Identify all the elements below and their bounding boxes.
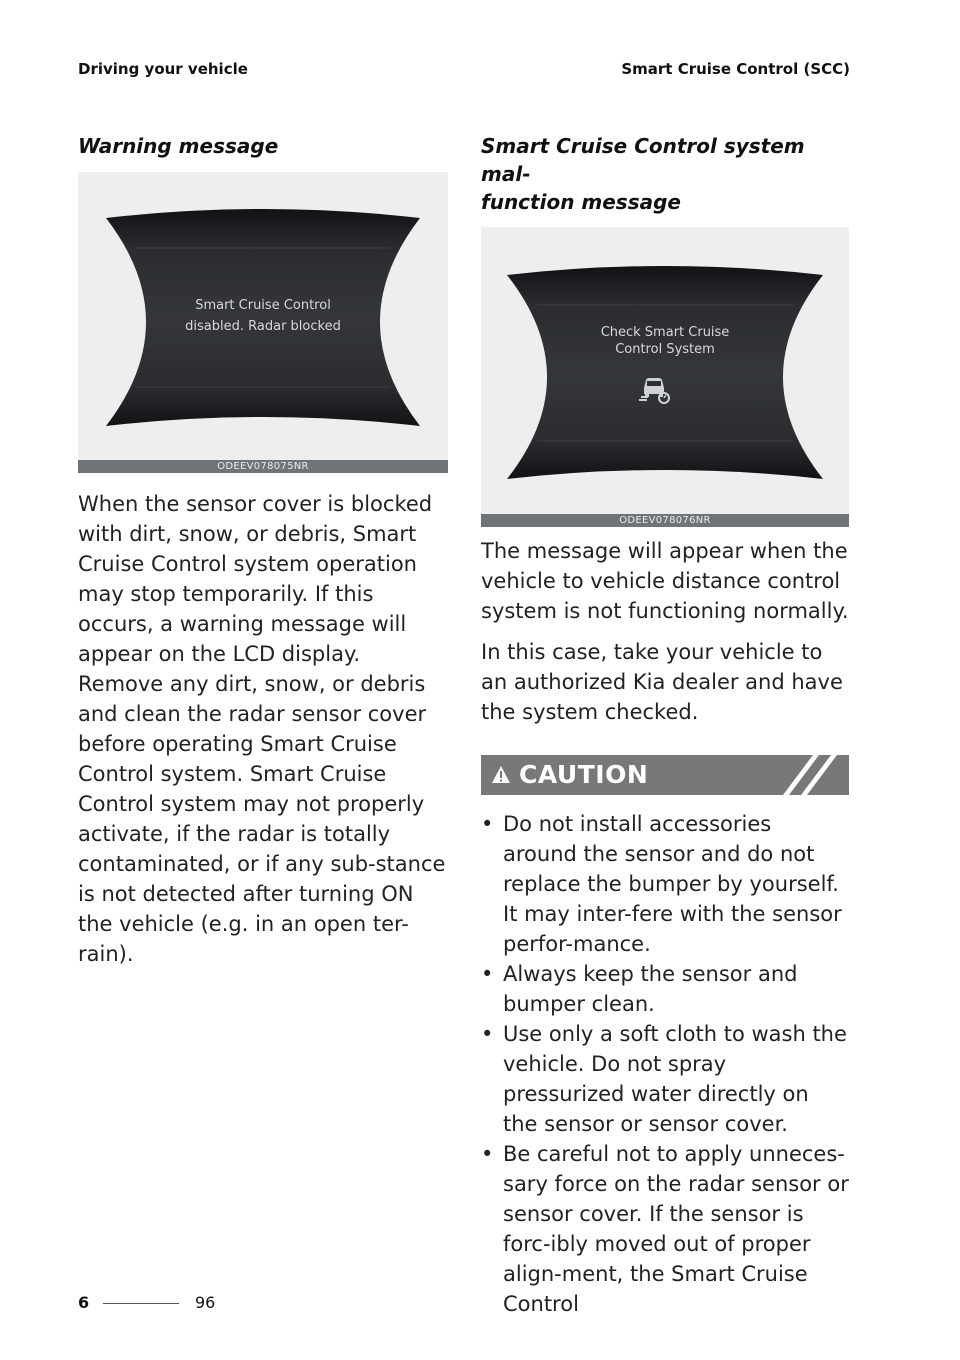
figure-code: ODEEV078076NR [481,514,849,527]
heading-line-2: function message [481,190,681,214]
lcd-message-line-2: disabled. Radar blocked [185,319,341,334]
caution-item [481,959,849,1019]
running-header-left: Driving your vehicle [78,60,248,78]
warning-triangle-icon [491,765,511,784]
bullet-dot: • [481,812,494,836]
caution-item [481,809,849,959]
footer-chapter-number: 6 [78,1293,90,1312]
caution-stripes-decoration [779,755,849,795]
lcd-figure-warning [78,172,448,473]
footer-page-number: 96 [195,1293,216,1312]
caution-item-text: Do not install accessories around the sensor and do not replace the bumper by yourself. It may inter-fere with the sensor perfor-mance. [503,812,842,956]
left-column [78,132,448,969]
right-column [481,132,849,1319]
caution-label: CAUTION [519,760,649,789]
caution-item-text: Use only a soft cloth to wash the vehicle. Do not spray pressurized water directly on the sensor or sensor cover. [503,1022,847,1136]
lcd-message-line-1: Check Smart Cruise [600,325,730,340]
bullet-dot: • [481,1142,494,1166]
lcd-message-line-1: Smart Cruise Control [195,298,331,313]
footer-rule [103,1303,179,1304]
running-header-right: Smart Cruise Control (SCC) [621,60,850,78]
caution-banner [481,755,849,795]
scc-malfunction-icon [637,374,671,404]
caution-item [481,1019,849,1139]
caution-item-text: Be careful not to apply unneces-sary force on the radar sensor or sensor cover. If the sensor is forc-ibly moved out of proper align-ment, the Smart Cruise Control [503,1142,849,1316]
malfunction-paragraph-1: The message will appear when the vehicle to vehicle distance control system is not functioning normally. [481,539,849,623]
section-heading-warning-message: Warning message [78,134,279,158]
lcd-message-line-2: Control System [615,342,715,357]
caution-list [481,809,849,1319]
bullet-dot: • [481,1022,494,1046]
figure-code: ODEEV078075NR [78,460,448,473]
caution-item-text: Always keep the sensor and bumper clean. [503,962,798,1016]
section-heading-malfunction-message [481,132,849,216]
heading-line-1: Smart Cruise Control system mal- [481,134,805,186]
malfunction-paragraph-2: In this case, take your vehicle to an authorized Kia dealer and have the system checked. [481,640,843,724]
caution-item [481,1139,849,1319]
warning-message-paragraph: When the sensor cover is blocked with dirt, snow, or debris, Smart Cruise Control system operation may stop temporarily. If this occurs, a warning message will appear on the LCD display. Remove any dirt, snow, or debris and clean the radar sensor cover before operating Smart Cruise Control system. Smart Cruise Control system may not properly activate, if the radar is totally contaminated, or if any sub-stance is not detected after turning ON the vehicle (e.g. in an open ter-rain). [78,492,446,966]
lcd-figure-malfunction [481,227,849,527]
bullet-dot: • [481,962,494,986]
